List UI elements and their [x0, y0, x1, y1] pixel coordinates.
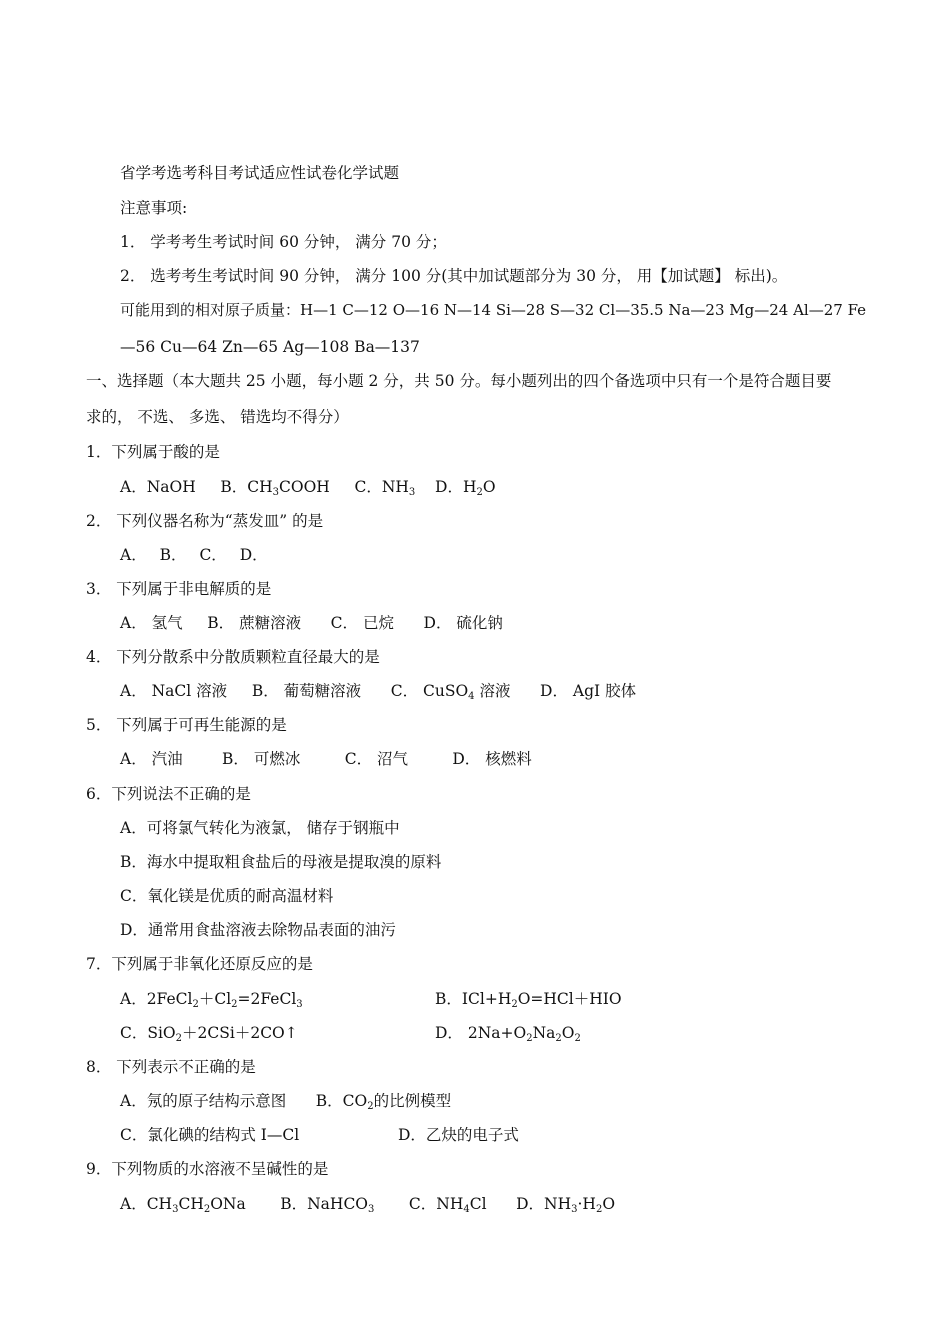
q5-option-a: A． 汽油 [120, 750, 183, 768]
q7-option-c: C．SiO$_2$＋2CSi＋2CO↑ [120, 1024, 298, 1044]
q8-option-a: A．氖的原子结构示意图 [120, 1092, 287, 1110]
q1-option-b: B．$CH_3COOH$ [220, 478, 330, 498]
question-8-options-row-1 [120, 1091, 451, 1111]
q9-option-c: C．$NH_4Cl$ [408, 1195, 487, 1215]
q6-option-b: B．海水中提取粗食盐后的母液是提取溴的原料 [120, 853, 442, 871]
notice-item-1: 1． 学考考生考试时间 60 分钟， 满分 70 分； [120, 233, 447, 251]
section-heading-line-1: 一、选择题（本大题共 25 小题，每小题 2 分，共 50 分。每小题列出的四个备选项中只有一个是符合题目要 [86, 372, 832, 390]
q3-option-c: C． 已烷 [330, 614, 394, 632]
q3-option-a: A． 氢气 [120, 614, 183, 632]
question-4-stem: 4． 下列分散系中分散质颗粒直径最大的是 [86, 648, 380, 666]
q4-option-d: D． AgI 胶体 [540, 682, 637, 700]
q6-option-c: C．氧化镁是优质的耐高温材料 [120, 887, 334, 905]
section-heading-line-2: 求的， 不选、 多选、 错选均不得分） [86, 408, 349, 426]
q6-option-d: D．通常用食盐溶液去除物品表面的油污 [120, 921, 396, 939]
atomic-mass-line-1: 可能用到的相对原子质量：H—1 C—12 O—16 N—14 Si—28 S—32 Cl—35.5 Na—23 Mg—24 Al—27 Fe [120, 301, 867, 319]
q4-option-c: C． CuSO$_4$ 溶液 [390, 682, 511, 702]
q4-option-b: B． 葡萄糖溶液 [251, 682, 362, 700]
q7-option-d: D． $2Na+O_2Na_2O_2$ [435, 1024, 581, 1044]
atomic-mass-line-2: —56 Cu—64 Zn—65 Ag—108 Ba—137 [120, 338, 420, 356]
q3-option-d: D． 硫化钠 [423, 614, 503, 632]
q8-option-d: D．乙炔的电子式 [398, 1126, 519, 1144]
q7-option-a: A．$2FeCl_2+Cl_2=2FeCl_3$ [120, 990, 303, 1010]
question-1-options [120, 477, 496, 497]
q5-option-c: C． 沼气 [344, 750, 409, 768]
question-1-stem: 1．下列属于酸的是 [86, 443, 220, 461]
notice-label: 注意事项: [120, 199, 188, 217]
q8-option-b: B．$CO_2$的比例模型 [315, 1092, 452, 1112]
question-8-stem: 8． 下列表示不正确的是 [86, 1058, 256, 1076]
question-2-options: A． B． C． D． [120, 546, 268, 564]
question-3-stem: 3． 下列属于非电解质的是 [86, 580, 272, 598]
q9-option-b: B．NaHCO$_3$ [280, 1195, 375, 1215]
q9-option-a: A．$CH_3CH_2ONa$ [120, 1195, 246, 1215]
question-5-options [120, 749, 532, 769]
q9-option-d: D．$NH_3\cdot H_2O$ [516, 1195, 616, 1215]
q1-option-c: C．$NH_3$ [354, 478, 416, 498]
q4-option-a: A． NaCl 溶液 [120, 682, 228, 700]
q1-option-d: D．$H_2O$ [435, 478, 496, 498]
question-9-stem: 9．下列物质的水溶液不呈碱性的是 [86, 1160, 329, 1178]
q3-option-b: B． 蔗糖溶液 [207, 614, 302, 632]
q5-option-b: B． 可燃冰 [222, 750, 301, 768]
question-2-stem: 2． 下列仪器名称为“蒸发皿” 的是 [86, 512, 324, 530]
page-title: 省学考选考科目考试适应性试卷化学试题 [120, 164, 400, 182]
q8-option-c: C．氯化碘的结构式 I—Cl [120, 1126, 300, 1144]
q5-option-d: D． 核燃料 [452, 750, 532, 768]
question-3-options [120, 613, 503, 633]
q6-option-a: A．可将氯气转化为液氯， 储存于钢瓶中 [120, 819, 400, 837]
notice-item-2: 2． 选考考生考试时间 90 分钟， 满分 100 分(其中加试题部分为 30 分， 用【加试题】 标出)。 [120, 267, 788, 285]
question-9-options [120, 1194, 615, 1214]
q1-option-a: A．NaOH [120, 478, 196, 496]
question-5-stem: 5． 下列属于可再生能源的是 [86, 716, 287, 734]
question-4-options [120, 681, 636, 701]
question-7-stem: 7．下列属于非氧化还原反应的是 [86, 955, 313, 973]
question-6-stem: 6．下列说法不正确的是 [86, 785, 251, 803]
q7-option-b: B．$ICl+H_2O=HCl+HIO$ [435, 990, 622, 1010]
